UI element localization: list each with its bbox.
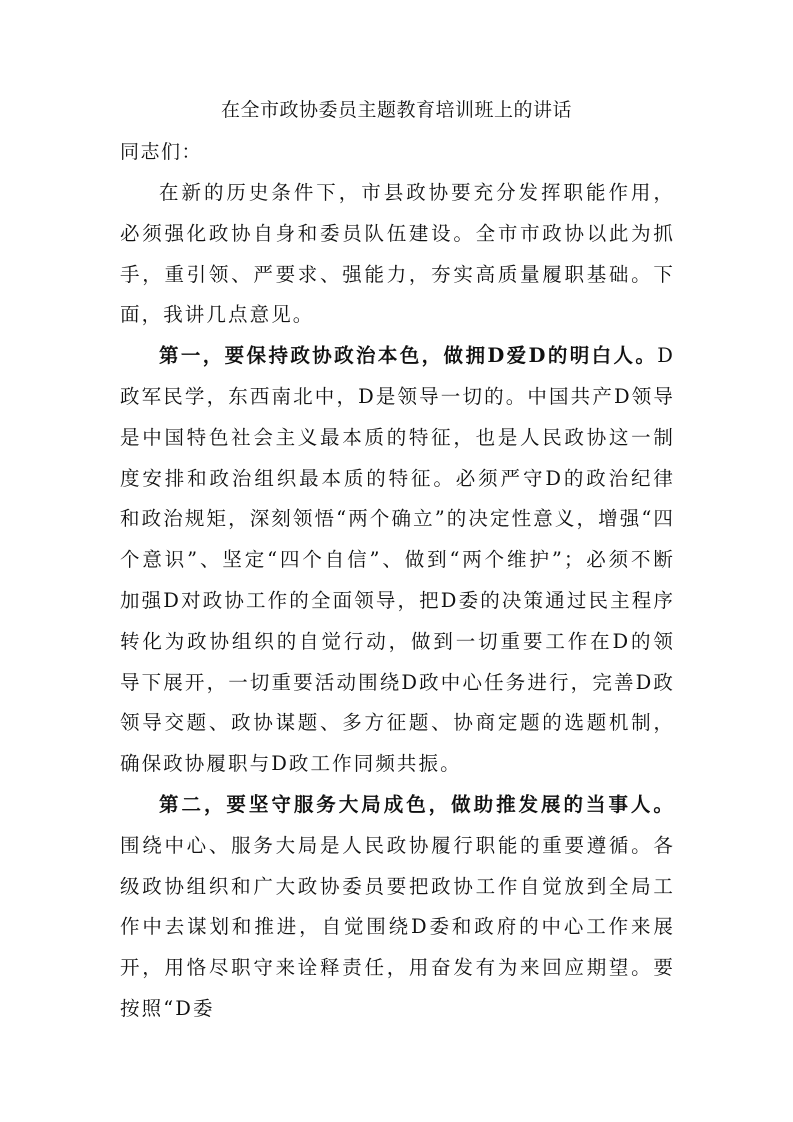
paragraph-heading: 第一，要保持政协政治本色，做拥D爱D的明白人。 (159, 344, 658, 368)
paragraph-point-two (120, 785, 675, 1030)
salutation: 同志们： (120, 141, 203, 163)
paragraph-text: D政军民学，东西南北中，D是领导一切的。中国共产D领导是中国特色社会主义最本质的特征，也是人民政协这一制度安排和政治组织最本质的特征。必须严守D的政治纪律和政治规矩，深刻领悟“两个确立”的决定性意义，增强“四个意识”、坚定“四个自信”、做到“两个维护”；必须不断加强D对政协工作的全面领导，把D委的决策通过民主程序转化为政协组织的自觉行动，做到一切重要工作在D的领导下展开，一切重要活动围绕D政中心任务进行，完善D政领导交题、政协谋题、多方征题、协商定题的选题机制，确保政协履职与D政工作同频共振。 (120, 344, 675, 776)
paragraph-intro (120, 173, 675, 336)
page-title: 在全市政协委员主题教育培训班上的讲话 (220, 99, 572, 121)
paragraph-point-one (120, 336, 675, 785)
speech-body (120, 173, 675, 1030)
paragraph-text: 在新的历史条件下，市县政协要充分发挥职能作用，必须强化政协自身和委员队伍建设。全市市政协以此为抓手，重引领、严要求、强能力，夯实高质量履职基础。下面，我讲几点意见。 (120, 181, 675, 327)
paragraph-heading: 第二，要坚守服务大局成色，做助推发展的当事人。 (159, 792, 675, 816)
paragraph-text: 围绕中心、服务大局是人民政协履行职能的重要遵循。各级政协组织和广大政协委员要把政协工作自觉放到全局工作中去谋划和推进，自觉围绕D委和政府的中心工作来展开，用恪尽职守来诠释责任，用奋发有为来回应期望。要按照“D委 (120, 833, 675, 1020)
